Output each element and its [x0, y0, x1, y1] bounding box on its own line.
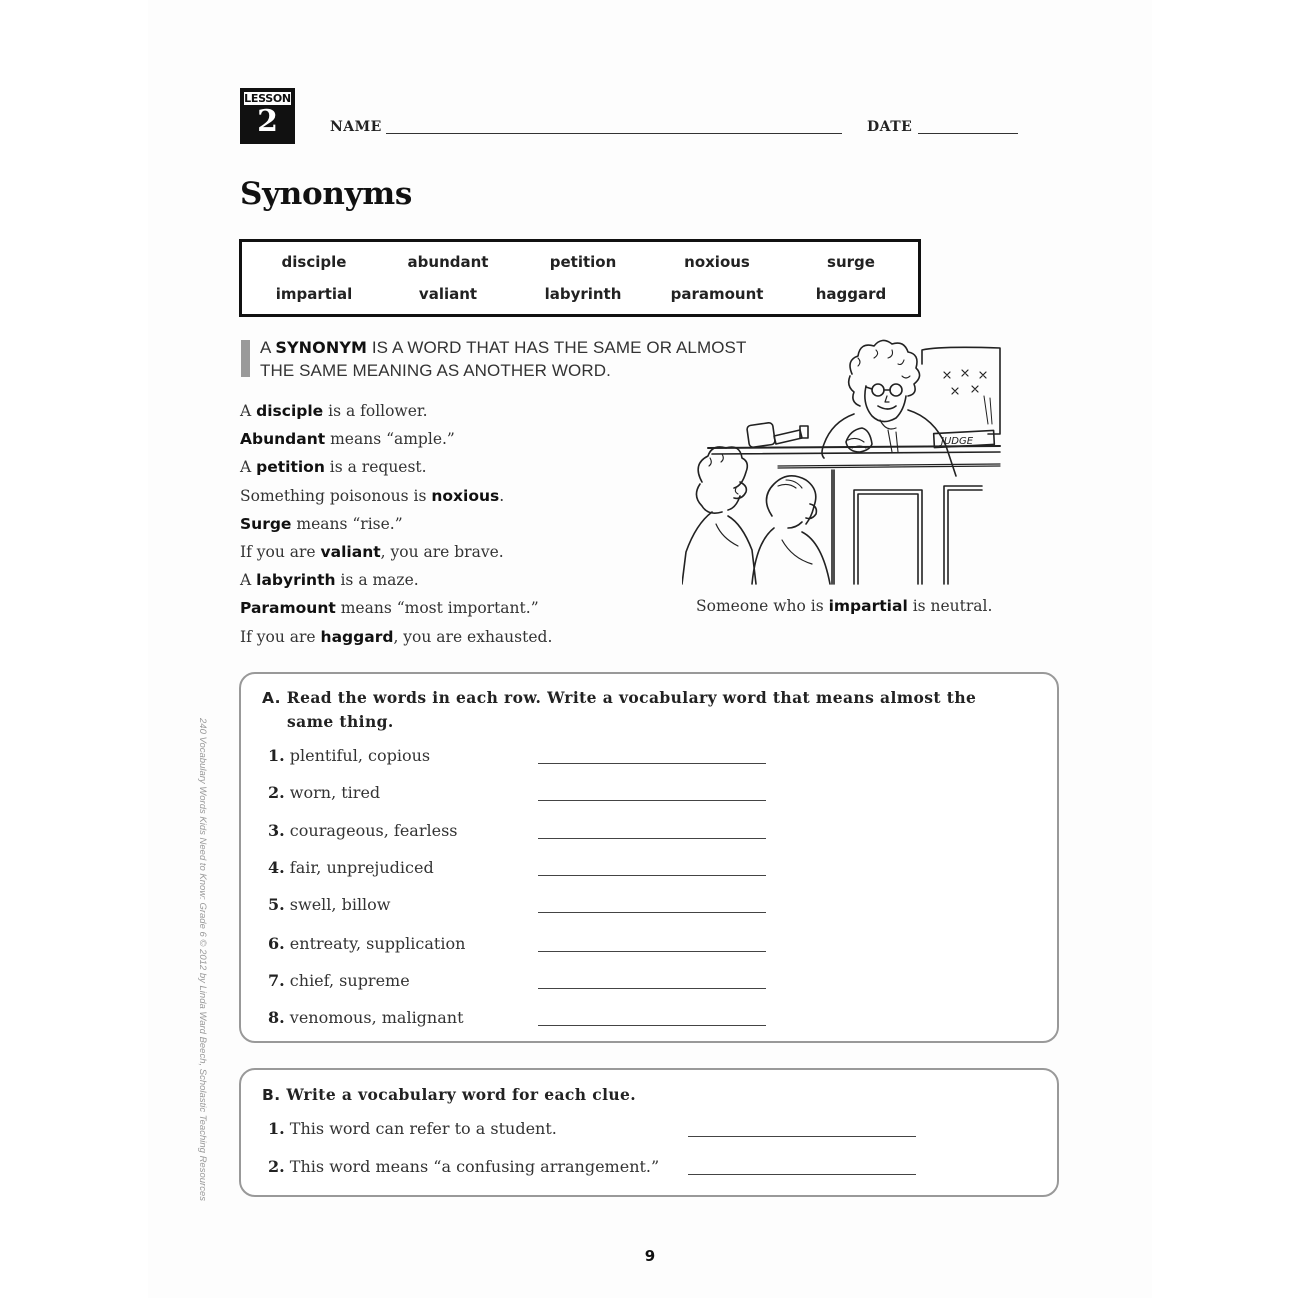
- answer-blank-a2[interactable]: [538, 800, 766, 801]
- example-sentence: A petition is a request.: [240, 458, 427, 476]
- answer-blank-a5[interactable]: [538, 912, 766, 913]
- example-sentence: Abundant means “ample.”: [240, 430, 455, 448]
- answer-blank-a1[interactable]: [538, 763, 766, 764]
- date-label: DATE: [867, 119, 913, 135]
- vocab-word: abundant: [407, 253, 489, 271]
- copyright-text: 240 Vocabulary Words Kids Need to Know: Grade 6 © 2012 by Linda Ward Beech, Scholastic Teaching Resources: [197, 718, 208, 1201]
- exercise-a-item-4: 4. fair, unprejudiced: [268, 858, 434, 877]
- vocab-word: noxious: [684, 253, 750, 271]
- answer-blank-a3[interactable]: [538, 838, 766, 839]
- definition-text: A: [260, 338, 276, 357]
- vocab-word: disciple: [281, 253, 347, 271]
- answer-blank-a4[interactable]: [538, 875, 766, 876]
- lesson-label: LESSON: [244, 92, 291, 105]
- name-field[interactable]: [386, 133, 842, 134]
- vocab-word: surge: [827, 253, 875, 271]
- example-sentence: Surge means “rise.”: [240, 515, 403, 533]
- exercise-a-item-8: 8. venomous, malignant: [268, 1008, 464, 1027]
- example-sentence: Paramount means “most important.”: [240, 599, 539, 617]
- page-title: Synonyms: [240, 176, 413, 212]
- vocab-word: impartial: [275, 285, 353, 303]
- name-label: NAME: [330, 119, 382, 135]
- example-sentence: A disciple is a follower.: [240, 402, 428, 420]
- exercise-a-item-7: 7. chief, supreme: [268, 971, 410, 990]
- exercise-a-heading: A. Read the words in each row. Write a vocabulary word that means almost the same thing.: [262, 688, 977, 731]
- judge-sign-text: JUDGE: [941, 436, 974, 447]
- illustration-caption: Someone who is impartial is neutral.: [696, 597, 993, 615]
- exercise-b-heading: B. Write a vocabulary word for each clue.: [262, 1085, 637, 1104]
- lesson-badge: [240, 88, 295, 144]
- exercise-a-item-1: 1. plentiful, copious: [268, 746, 431, 765]
- vocab-word: labyrinth: [544, 285, 622, 303]
- definition-term: SYNONYM: [275, 338, 368, 357]
- exercise-b-item-1: 1. This word can refer to a student.: [268, 1119, 557, 1138]
- vocabulary-word-box: [239, 239, 921, 317]
- exercise-a-item-5: 5. swell, billow: [268, 895, 391, 914]
- answer-blank-a6[interactable]: [538, 951, 766, 952]
- exercise-a-item-6: 6. entreaty, supplication: [268, 934, 466, 953]
- example-sentence: Something poisonous is noxious.: [240, 487, 505, 505]
- exercise-b-item-2: 2. This word means “a confusing arrangement.”: [268, 1157, 660, 1176]
- date-field[interactable]: [918, 133, 1018, 134]
- vocab-word: valiant: [418, 285, 478, 303]
- exercise-a-item-2: 2. worn, tired: [268, 783, 381, 802]
- judge-illustration: [682, 336, 1004, 588]
- page-number: 9: [644, 1247, 656, 1265]
- answer-blank-b2[interactable]: [688, 1174, 916, 1175]
- vocab-word: haggard: [815, 285, 887, 303]
- definition-text: IS A WORD THAT HAS THE SAME OR ALMOST THE SAME MEANING AS ANOTHER WORD.: [260, 338, 747, 380]
- copyright-credit: [194, 718, 210, 1208]
- vocab-word: petition: [549, 253, 617, 271]
- answer-blank-a7[interactable]: [538, 988, 766, 989]
- answer-blank-a8[interactable]: [538, 1025, 766, 1026]
- example-sentence: If you are haggard, you are exhausted.: [240, 628, 553, 646]
- vocab-word: paramount: [670, 285, 764, 303]
- answer-blank-b1[interactable]: [688, 1136, 916, 1137]
- lesson-number: 2: [257, 104, 278, 139]
- exercise-a-item-3: 3. courageous, fearless: [268, 821, 458, 840]
- definition-accent-bar: [241, 340, 250, 377]
- example-sentence: A labyrinth is a maze.: [240, 571, 419, 589]
- example-sentence: If you are valiant, you are brave.: [240, 543, 504, 561]
